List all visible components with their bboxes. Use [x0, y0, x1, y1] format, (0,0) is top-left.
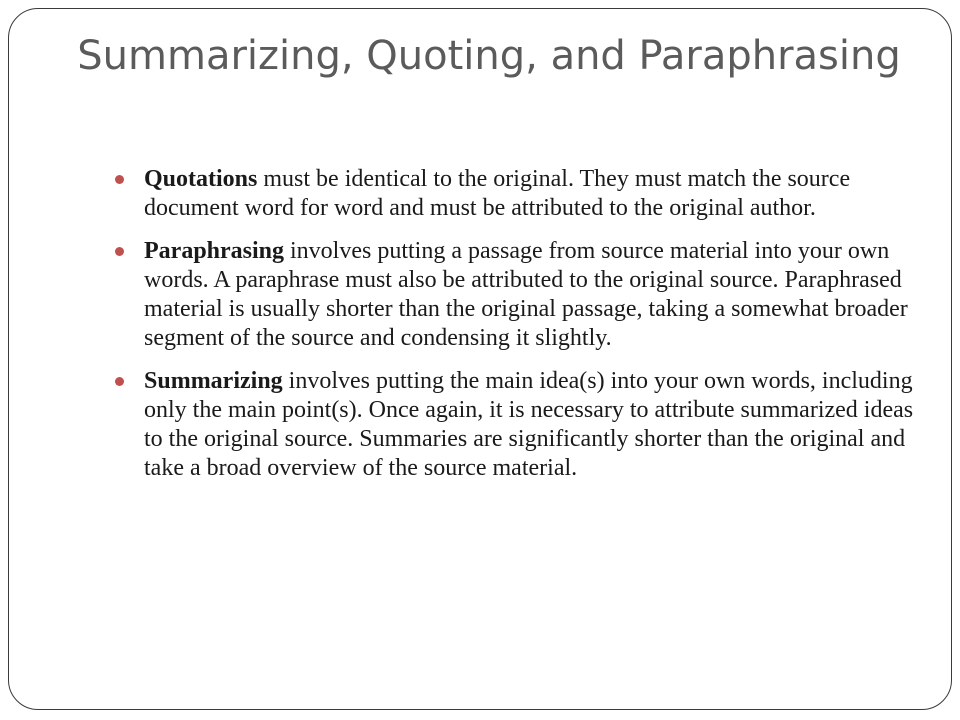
- bullet-item-quotations: [115, 165, 915, 223]
- bullet-item-summarizing: [115, 367, 915, 483]
- slide-title: Summarizing, Quoting, and Paraphrasing: [77, 33, 901, 79]
- bullet-term: Summarizing: [144, 368, 283, 394]
- bullet-list: [115, 165, 915, 497]
- bullet-text: involves putting the main idea(s) into your own words, including only the main point(s). Once again, it is necessary to attribute summarized ideas to the original source. Summaries are significantly shorter than the original and take a broad overview of the source material.: [144, 368, 914, 481]
- bullet-term: Quotations: [144, 166, 258, 192]
- bullet-dot-icon: [115, 247, 124, 256]
- bullet-text: must be identical to the original. They must match the source document word for word and must be attributed to the original author.: [144, 166, 851, 221]
- bullet-term: Paraphrasing: [144, 238, 285, 264]
- bullet-dot-icon: [115, 377, 124, 386]
- bullet-dot-icon: [115, 175, 124, 184]
- bullet-item-paraphrasing: [115, 237, 915, 353]
- slide-frame: [8, 8, 952, 710]
- bullet-text: involves putting a passage from source material into your own words. A paraphrase must also be attributed to the original source. Paraphrased material is usually shorter than the original passage, taking a somewhat broader segment of the source and condensing it slightly.: [144, 238, 908, 351]
